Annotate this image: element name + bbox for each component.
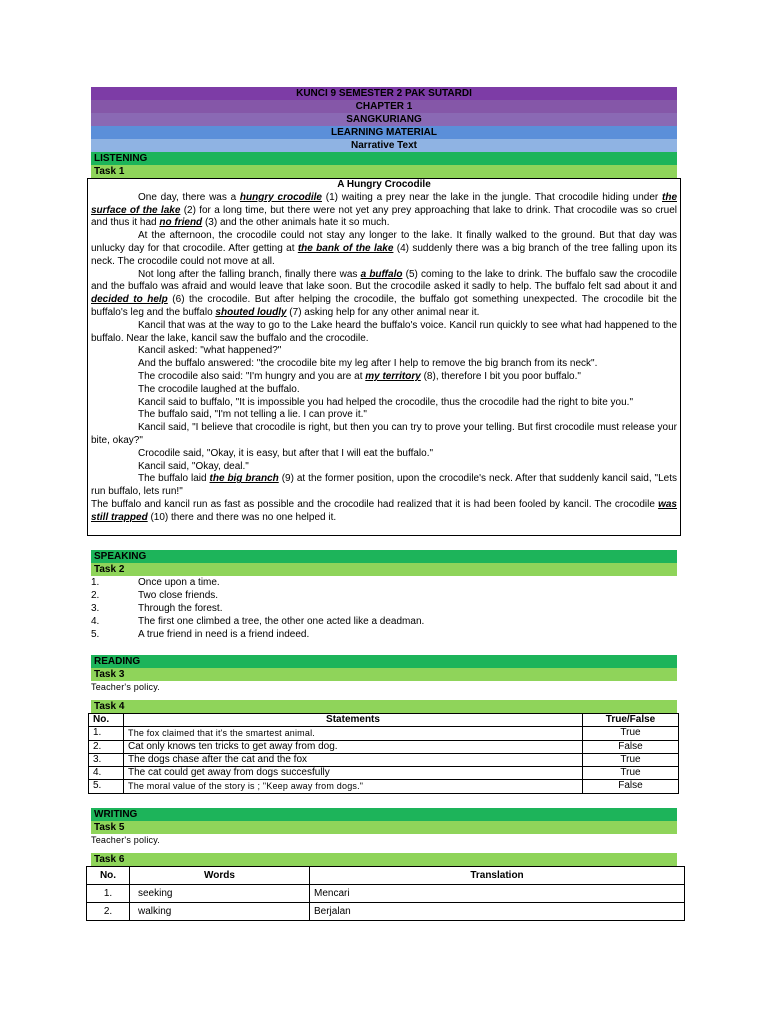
reading-section: READING <box>91 655 677 668</box>
table-row: 2. walking Berjalan <box>87 902 685 920</box>
speaking-list <box>91 576 677 641</box>
story-line: The buffalo said, "I'm not telling a lie. I can prove it." <box>138 409 367 421</box>
header-text-type: Narrative Text <box>91 139 677 152</box>
header-chapter: CHAPTER 1 <box>91 100 677 113</box>
task3-note: Teacher's policy. <box>91 681 160 692</box>
story-paragraph: Not long after the falling branch, finally there was a buffalo (5) coming to the lake to drink. The buffalo saw the crocodile and the buffalo was afraid and would leave that lake soon. But the crocodile asked it sadly to help. The buffalo felt sad about it and decided to help (6) the crocodile. But after helping the crocodile, the buffalo got something unexpected. The crocodile bit the buffalo's leg and the buffalo shouted loudly (7) asking help for any other animal near it. <box>91 268 677 318</box>
story-line: Crocodile said, "Okay, it is easy, but after that I will eat the buffalo." <box>138 447 434 459</box>
table-row: 1. The fox claimed that it's the smartest animal. True <box>89 726 679 740</box>
task5-label: Task 5 <box>91 821 677 834</box>
story-line: And the buffalo answered: "the crocodile bite my leg after I help to remove the big branch from its neck". <box>138 358 598 370</box>
table-row: 4. The cat could get away from dogs succesfully True <box>89 766 679 779</box>
task2-label: Task 2 <box>91 563 677 576</box>
true-false-table <box>88 713 679 794</box>
story-box <box>87 178 681 536</box>
writing-section: WRITING <box>91 808 677 821</box>
vocabulary-table <box>86 866 685 921</box>
table-row: 2. Cat only knows ten tricks to get away from dog. False <box>89 740 679 753</box>
table-header-row: No. Statements True/False <box>89 713 679 726</box>
story-paragraph: One day, there was a hungry crocodile (1) waiting a prey near the lake in the jungle. That crocodile hiding under the surface of the lake (2) for a long time, but there were not yet any prey approaching that lake to drink. That crocodile was so cruel and thus it had no friend (3) and the other animals hate it so much. <box>91 191 677 229</box>
table-row: 5. The moral value of the story is ; "Keep away from dogs." False <box>89 779 679 793</box>
story-line: The crocodile laughed at the buffalo. <box>138 383 300 395</box>
list-item: 4. The first one climbed a tree, the other one acted like a deadman. <box>91 615 425 627</box>
speaking-section: SPEAKING <box>91 550 677 563</box>
table-row: 1. seeking Mencari <box>87 884 685 902</box>
task5-note: Teacher's policy. <box>91 834 160 845</box>
listening-section: LISTENING <box>91 152 677 165</box>
header-subject: SANGKURIANG <box>91 113 677 126</box>
header-title: KUNCI 9 SEMESTER 2 PAK SUTARDI <box>91 87 677 100</box>
header-learning: LEARNING MATERIAL <box>91 126 677 139</box>
story-paragraph: Kancil that was at the way to go to the Lake heard the buffalo's voice. Kancil run quickly to see what had happened to the buffalo. Near the lake, kancil saw the buffalo and the crocodile. <box>91 319 677 344</box>
list-item: 1. Once upon a time. <box>91 576 220 588</box>
task4-label: Task 4 <box>91 700 677 713</box>
story-line: The crocodile also said: "I'm hungry and you are at my territory (8), therefore I bit you poor buffalo." <box>138 370 581 382</box>
story-line: Kancil said, "Okay, deal." <box>138 460 249 472</box>
story-line: The buffalo laid the big branch (9) at the former position, upon the crocodile's neck. After that suddenly kancil said, "Lets run buffalo, lets run!" <box>91 473 677 498</box>
list-item: 5. A true friend in need is a friend indeed. <box>91 628 310 640</box>
task6-label: Task 6 <box>91 853 677 866</box>
list-item: 3. Through the forest. <box>91 602 223 614</box>
story-title: A Hungry Crocodile <box>337 179 431 190</box>
story-line: Kancil said to buffalo, "It is impossible you had helped the crocodile, thus the crocodile had the right to bite you." <box>138 396 633 408</box>
table-row: 3. The dogs chase after the cat and the fox True <box>89 753 679 766</box>
task1-label: Task 1 <box>91 165 677 178</box>
story-paragraph: At the afternoon, the crocodile could not stay any longer to the lake. It finally walked to the ground. But that day was unlucky day for that crocodile. After getting at the bank of the lake (4) suddenly there was a big branch of the tree falling upon its neck. The crocodile could not move at all. <box>91 230 678 267</box>
story-line: Kancil asked: "what happened?" <box>138 345 282 357</box>
story-paragraph: The buffalo and kancil run as fast as possible and the crocodile had realized that it is had been fooled by kancil. The crocodile was still trapped (10) there and there was no one helped it. <box>91 498 677 523</box>
story-line: Kancil said, "I believe that crocodile is right, but then you can try to prove your telling. But first crocodile must release your bite, okay?" <box>91 422 677 446</box>
table-header-row: No. Words Translation <box>87 866 685 884</box>
document-page <box>91 87 677 921</box>
list-item: 2. Two close friends. <box>91 589 219 601</box>
task3-label: Task 3 <box>91 668 677 681</box>
